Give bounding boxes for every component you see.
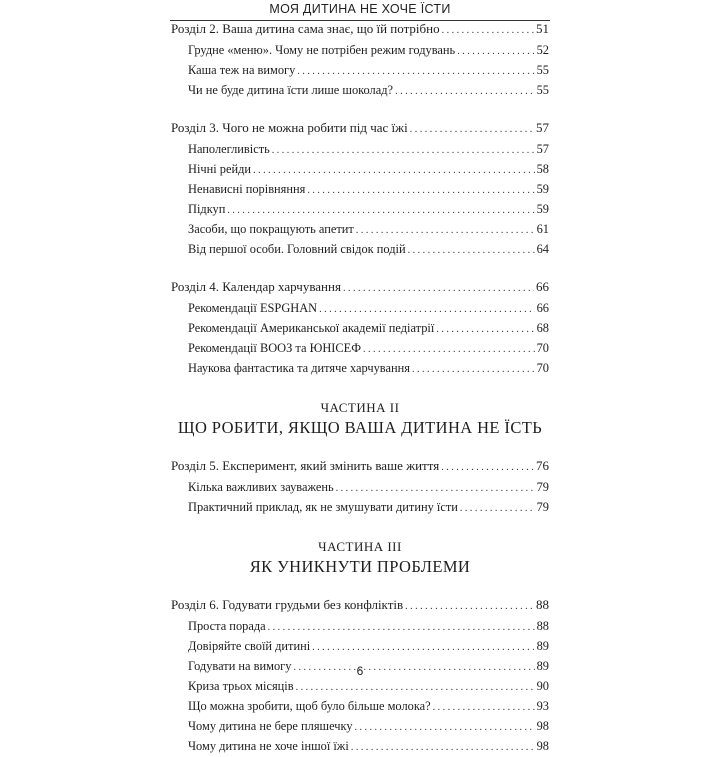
part-title: ЯК УНИКНУТИ ПРОБЛЕМИ [249, 557, 471, 576]
section-entry-title: Кілька важливих зауважень [188, 480, 334, 494]
section-entry-title: Чому дитина не бере пляшечку [188, 719, 353, 733]
section-entry [171, 359, 549, 379]
section-entry [171, 478, 549, 498]
dot-leader [405, 595, 534, 617]
section-entry-title: Рекомендації ESPGHAN [188, 301, 318, 315]
section-entry-page: 70 [536, 341, 549, 355]
section-entry [171, 498, 549, 518]
chapter-entry [171, 118, 549, 140]
chapter-block [171, 118, 549, 260]
section-entry-title: Чи не буде дитина їсти лише шоколад? [188, 83, 394, 97]
dot-leader [460, 498, 535, 518]
section-entry-title: Грудне «меню». Чому не потрібен режим годувань [188, 43, 456, 57]
part-heading [171, 538, 549, 578]
section-entry-page: 88 [536, 619, 549, 633]
section-entry-title: Практичний приклад, як не змушувати дитину їсти [188, 500, 458, 514]
part-heading [171, 399, 549, 439]
dot-leader [272, 140, 535, 160]
section-entry [171, 717, 549, 737]
dot-leader [442, 19, 534, 41]
chapter-entry-title: Розділ 3. Чого не можна робити під час їжі [171, 120, 408, 135]
section-entry-title: Довіряйте своїй дитині [188, 639, 311, 653]
part-title: ЩО РОБИТИ, ЯКЩО ВАША ДИТИНА НЕ ЇСТЬ [177, 418, 543, 437]
section-entry [171, 81, 549, 101]
section-entry-page: 79 [536, 500, 549, 514]
section-entry-page: 98 [536, 719, 549, 733]
section-entry [171, 339, 549, 359]
section-entry-title: Рекомендації ВООЗ та ЮНІСЕФ [188, 341, 362, 355]
section-entry-title: Рекомендації Американської академії педіатрії [188, 321, 435, 335]
chapter-entry-title: Розділ 6. Годувати грудьми без конфліктів [171, 597, 404, 612]
dot-leader [408, 240, 535, 260]
section-entry-title: Наполегливість [188, 142, 270, 156]
chapter-entry-page: 88 [536, 597, 549, 612]
page-number: 6 [356, 664, 364, 678]
dot-leader [351, 737, 535, 757]
section-entry [171, 200, 549, 220]
section-entry [171, 180, 549, 200]
chapter-block [171, 19, 549, 101]
section-entry-page: 58 [536, 162, 549, 176]
dot-leader [356, 220, 535, 240]
dot-leader [253, 160, 535, 180]
section-entry [171, 61, 549, 81]
section-entry [171, 617, 549, 637]
section-entry-title: Чому дитина не хоче іншої їжі [188, 739, 349, 753]
chapter-entry [171, 456, 549, 478]
section-entry [171, 41, 549, 61]
section-entry-page: 98 [536, 739, 549, 753]
chapter-entry [171, 277, 549, 299]
section-entry-page: 64 [536, 242, 549, 256]
section-entry-title: Криза трьох місяців [188, 679, 294, 693]
chapter-entry-title: Розділ 5. Експеримент, який змінить ваше життя [171, 458, 440, 473]
part-label: ЧАСТИНА II [320, 400, 400, 415]
running-header: МОЯ ДИТИНА НЕ ХОЧЕ ЇСТИ [269, 2, 451, 16]
dot-leader [343, 277, 534, 299]
section-entry-title: Каша теж на вимогу [188, 63, 296, 77]
chapter-entry-title: Розділ 4. Календар харчування [171, 279, 341, 294]
section-entry [171, 160, 549, 180]
section-entry-page: 61 [536, 222, 549, 236]
dot-leader [433, 697, 535, 717]
section-entry-title: Засоби, що покращують апетит [188, 222, 354, 236]
section-entry-page: 57 [536, 142, 549, 156]
section-entry-page: 79 [536, 480, 549, 494]
section-entry [171, 737, 549, 757]
section-entry-page: 70 [536, 361, 549, 375]
dot-leader [441, 456, 534, 478]
section-entry-title: Наукова фантастика та дитяче харчування [188, 361, 410, 375]
dot-leader [355, 717, 535, 737]
part-label: ЧАСТИНА III [318, 539, 402, 554]
section-entry [171, 240, 549, 260]
section-entry-title: Годувати на вимогу [188, 659, 292, 673]
dot-leader [307, 180, 534, 200]
dot-leader [436, 319, 534, 339]
section-entry [171, 299, 549, 319]
chapter-entry-page: 76 [536, 458, 549, 473]
section-entry-page: 89 [536, 659, 549, 673]
dot-leader [268, 617, 535, 637]
section-entry-title: Ненависні порівняння [188, 182, 306, 196]
chapter-entry-page: 51 [536, 21, 549, 36]
section-entry-page: 68 [536, 321, 549, 335]
section-entry [171, 637, 549, 657]
dot-leader [336, 478, 535, 498]
section-entry-title: Нічні рейди [188, 162, 252, 176]
dot-leader [312, 637, 534, 657]
section-entry-page: 55 [536, 83, 549, 97]
section-entry [171, 677, 549, 697]
section-entry [171, 140, 549, 160]
dot-leader [227, 200, 534, 220]
section-entry-title: Що можна зробити, щоб було більше молока? [188, 699, 431, 713]
section-entry-title: Підкуп [188, 202, 226, 216]
section-entry [171, 319, 549, 339]
section-entry-page: 90 [536, 679, 549, 693]
dot-leader [297, 61, 534, 81]
section-entry-page: 59 [536, 182, 549, 196]
dot-leader [395, 81, 535, 101]
chapter-entry [171, 595, 549, 617]
dot-leader [457, 41, 534, 61]
section-entry-title: Від першої особи. Головний свідок подій [188, 242, 406, 256]
section-entry-page: 59 [536, 202, 549, 216]
section-entry [171, 220, 549, 240]
chapter-block [171, 456, 549, 518]
section-entry-page: 52 [536, 43, 549, 57]
chapter-entry-page: 57 [536, 120, 549, 135]
section-entry-page: 89 [536, 639, 549, 653]
chapter-entry-title: Розділ 2. Ваша дитина сама знає, що їй потрібно [171, 21, 440, 36]
table-of-contents [171, 19, 549, 757]
chapter-block [171, 277, 549, 379]
dot-leader [296, 677, 535, 697]
section-entry-title: Проста порада [188, 619, 266, 633]
section-entry-page: 55 [536, 63, 549, 77]
section-entry-page: 66 [536, 301, 549, 315]
dot-leader [410, 118, 534, 140]
dot-leader [319, 299, 535, 319]
chapter-entry-page: 66 [536, 279, 549, 294]
dot-leader [363, 339, 535, 359]
section-entry-page: 93 [536, 699, 549, 713]
section-entry [171, 697, 549, 717]
chapter-entry [171, 19, 549, 41]
dot-leader [412, 359, 535, 379]
